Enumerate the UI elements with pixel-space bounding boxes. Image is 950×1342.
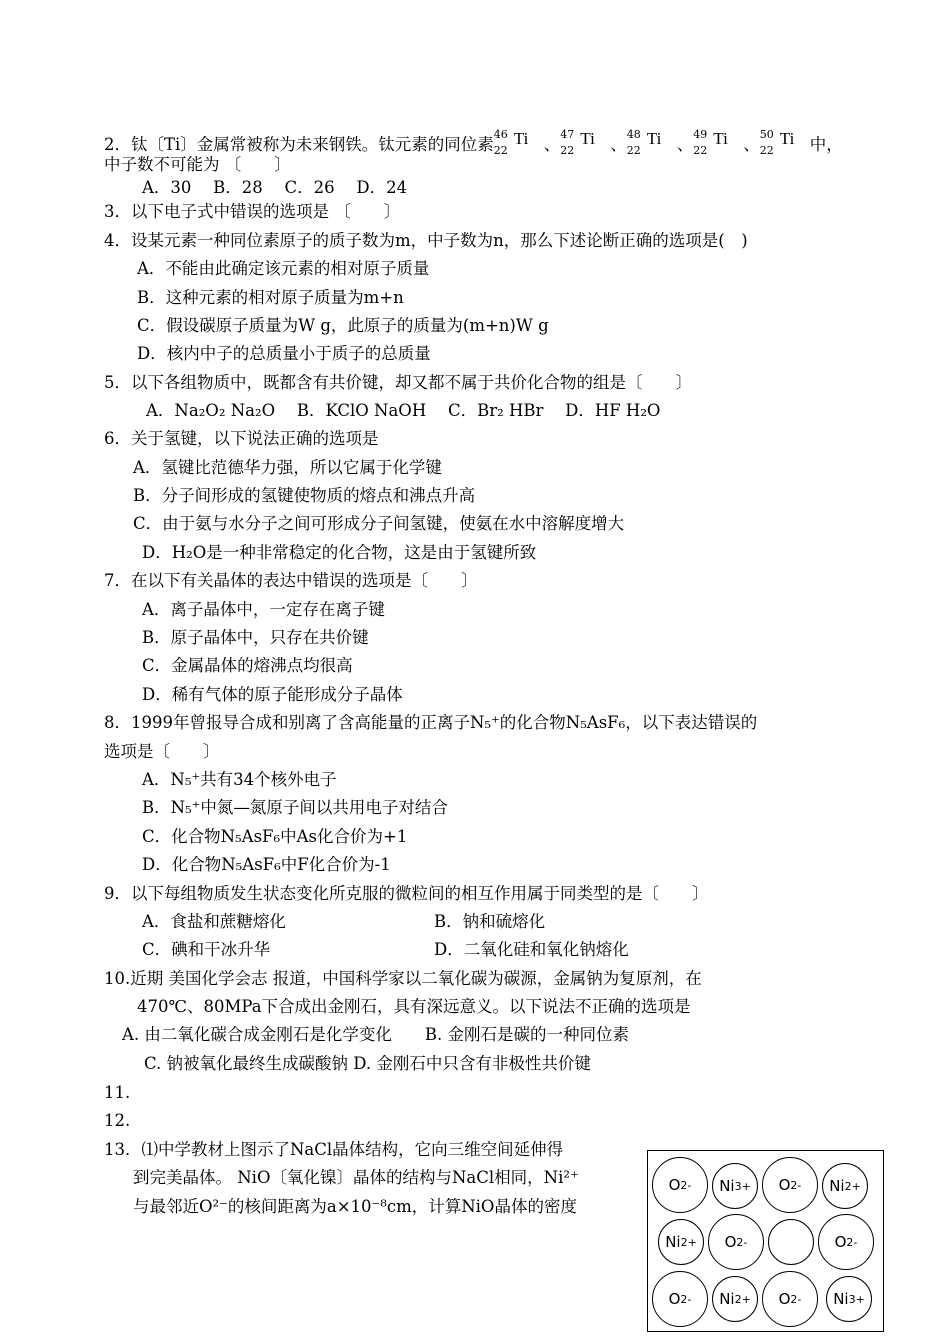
q7-option-d: D．稀有气体的原子能形成分子晶体 xyxy=(142,685,403,704)
q9-stem: 9．以下每组物质发生状态变化所克服的微粒间的相互作用属于同类型的是〔 〕 xyxy=(104,884,709,903)
q5-stem: 5．以下各组物质中，既都含有共价键，却又都不属于共价化合物的组是〔 〕 xyxy=(104,373,692,392)
q10-options-cd: C. 钠被氧化最终生成碳酸钠 D. 金刚石中只含有非极性共价键 xyxy=(144,1054,591,1073)
q13-line2: 到完美晶体。 NiO〔氧化镍〕晶体的结构与NaCl相同，Ni²⁺ xyxy=(133,1168,579,1187)
q2-stem: 2．钛〔Ti〕金属常被称为未来钢铁。钛元素的同位素 xyxy=(104,135,494,154)
ni3-ion: Ni 3+ xyxy=(712,1163,758,1209)
q8-option-b: B．N₅⁺中氮—氮原子间以共用电子对结合 xyxy=(142,798,448,817)
q10-options-ab: A. 由二氧化碳合成金刚石是化学变化 B. 金刚石是碳的一种同位素 xyxy=(122,1025,630,1044)
q6-stem: 6．关于氢键，以下说法正确的选项是 xyxy=(104,429,379,448)
ni2-ion: Ni 2+ xyxy=(712,1276,758,1322)
q2-line2: 中子数不可能为 〔 〕 xyxy=(104,155,291,174)
q6-option-d: D．H₂O是一种非常稳定的化合物，这是由于氢键所致 xyxy=(142,543,537,562)
q7-option-a: A．离子晶体中，一定存在离子键 xyxy=(142,600,385,619)
ni2-ion: Ni 2+ xyxy=(658,1219,704,1265)
q6-option-b: B．分子间形成的氢键使物质的熔点和沸点升高 xyxy=(133,486,476,505)
isotope-ti-47: 47 22 Ti xyxy=(560,128,595,157)
q6-option-c: C．由于氨与水分子之间可形成分子间氢键，使氨在水中溶解度增大 xyxy=(133,514,625,533)
nio-lattice-figure xyxy=(647,1150,884,1332)
q8-option-a: A．N₅⁺共有34个核外电子 xyxy=(142,770,337,789)
q9-option-b: B．钠和硫熔化 xyxy=(434,912,546,931)
q7-stem: 7．在以下有关晶体的表达中错误的选项是〔 〕 xyxy=(104,571,478,590)
q8-option-c: C．化合物N₅AsF₆中As化合价为+1 xyxy=(142,827,408,846)
q10-stem2: 470℃、80MPa下合成出金刚石，具有深远意义。以下说法不正确的选项是 xyxy=(137,997,691,1016)
q4-option-b: B．这种元素的相对原子质量为m+n xyxy=(137,288,404,307)
q5-options: A．Na₂O₂ Na₂O B．KClO NaOH C．Br₂ HBr D．HF H₂O xyxy=(146,401,661,420)
q4-option-c: C．假设碳原子质量为W g，此原子的质量为(m+n)W g xyxy=(137,316,549,335)
q4-stem: 4．设某元素一种同位素原子的质子数为m，中子数为n，那么下述论断正确的选项是( ) xyxy=(104,231,748,250)
oxide-ion: O 2- xyxy=(762,1271,818,1327)
isotope-ti-46: 46 22 Ti xyxy=(493,128,529,157)
oxide-ion: O 2- xyxy=(652,1157,708,1213)
ni2-ion: Ni 2+ xyxy=(822,1163,868,1209)
q9-option-c: C．碘和干冰升华 xyxy=(142,940,271,959)
ni3-ion: Ni 3+ xyxy=(826,1276,872,1322)
q11-number: 11. xyxy=(104,1083,131,1102)
vacancy-site xyxy=(768,1219,814,1265)
q12-number: 12. xyxy=(104,1111,131,1130)
q3-stem: 3．以下电子式中错误的选项是 〔 〕 xyxy=(104,202,401,221)
q4-option-a: A．不能由此确定该元素的相对原子质量 xyxy=(137,259,430,278)
q7-option-b: B．原子晶体中，只存在共价键 xyxy=(142,628,369,647)
isotope-ti-49: 49 22 Ti xyxy=(693,128,728,157)
q9-option-d: D．二氧化硅和氧化钠熔化 xyxy=(434,940,629,959)
q2-options: A．30 B．28 C．26 D．24 xyxy=(142,178,408,197)
q10-stem: 10.近期 美国化学会志 报道，中国科学家以二氧化碳为碳源，金属钠为复原剂，在 xyxy=(104,969,702,988)
q9-option-a: A．食盐和蔗糖熔化 xyxy=(142,912,286,931)
isotope-ti-48: 48 22 Ti xyxy=(626,128,662,157)
q8-stem: 8．1999年曾报导合成和别离了含高能量的正离子N₅⁺的化合物N₅AsF₆，以下表达错误的 xyxy=(104,713,758,732)
q7-option-c: C．金属晶体的熔沸点均很高 xyxy=(142,656,353,675)
q13-line3: 与最邻近O²⁻的核间距离为a×10⁻⁸cm，计算NiO晶体的密度 xyxy=(133,1197,577,1216)
oxide-ion: O 2- xyxy=(708,1214,764,1270)
oxide-ion: O 2- xyxy=(762,1157,818,1213)
q8-stem2: 选项是〔 〕 xyxy=(104,742,220,761)
q6-option-a: A．氢键比范德华力强，所以它属于化学键 xyxy=(133,458,442,477)
q2-stem-line: 2．钛〔Ti〕金属常被称为未来钢铁。钛元素的同位素 46 22 Ti 、 47 22 Ti 、 48 22 Ti 、 49 22 Ti 、 50 22 Ti 中， xyxy=(104,128,843,157)
q4-option-d: D．核内中子的总质量小于质子的总质量 xyxy=(137,344,431,363)
oxide-ion: O 2- xyxy=(818,1214,874,1270)
q8-option-d: D．化合物N₅AsF₆中F化合价为-1 xyxy=(142,855,391,874)
q13-line1: 13．⑴中学教材上图示了NaCl晶体结构，它向三维空间延伸得 xyxy=(104,1140,564,1159)
isotope-ti-50: 50 22 Ti xyxy=(759,128,795,157)
oxide-ion: O 2- xyxy=(652,1271,708,1327)
